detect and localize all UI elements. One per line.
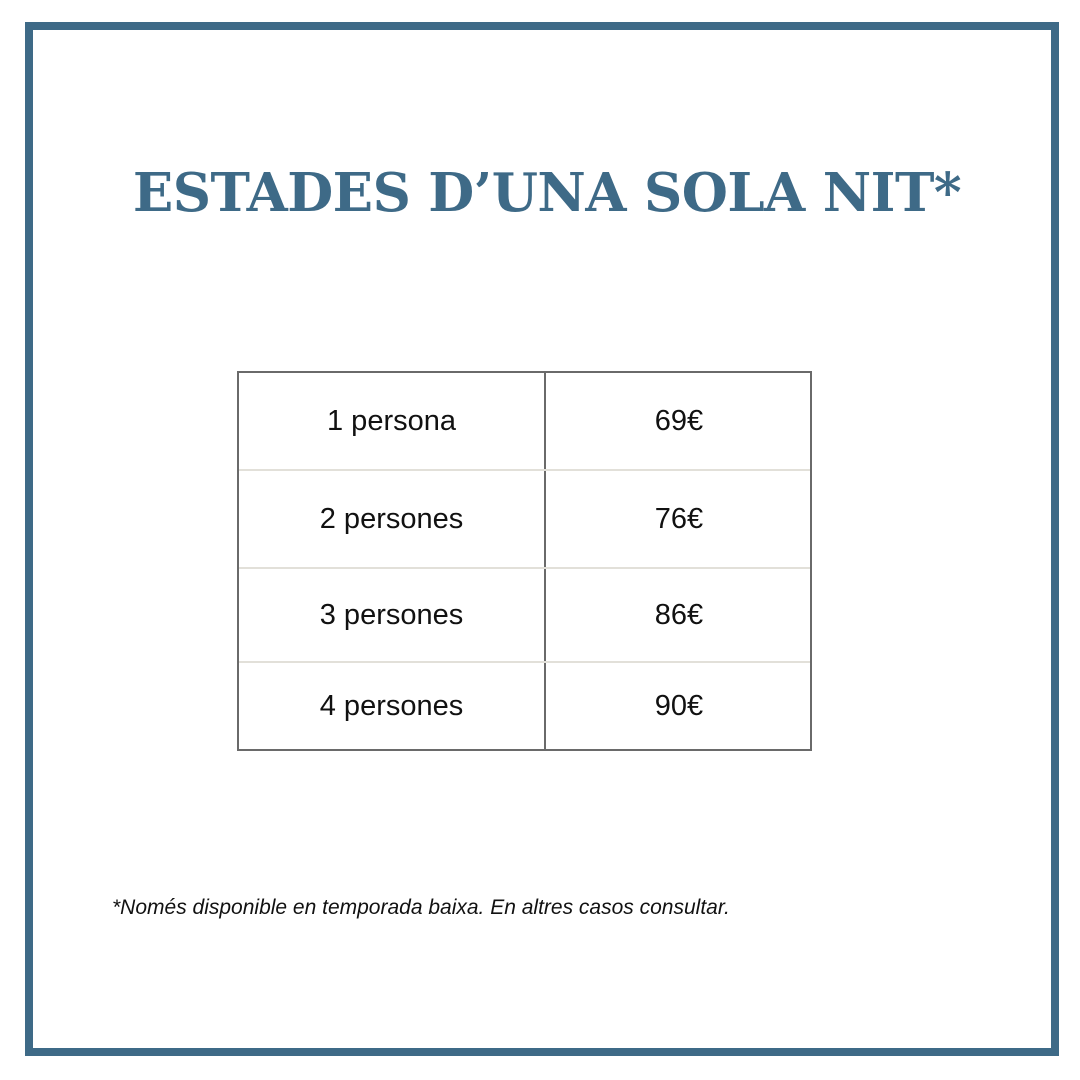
occupancy-label: 2 persones bbox=[319, 502, 464, 535]
price-value: 76€ bbox=[654, 502, 704, 535]
page-title: ESTADES D’UNA SOLA NIT* bbox=[132, 162, 962, 224]
occupancy-label: 1 persona bbox=[327, 404, 456, 437]
table-row bbox=[239, 661, 810, 749]
table-row bbox=[239, 567, 810, 661]
table-row bbox=[239, 373, 810, 469]
price-table bbox=[237, 371, 812, 751]
price-value: 86€ bbox=[654, 598, 704, 631]
availability-footnote: *Només disponible en temporada baixa. En altres casos consultar. bbox=[112, 896, 730, 919]
price-value: 90€ bbox=[654, 689, 704, 722]
occupancy-label: 4 persones bbox=[319, 689, 464, 722]
price-value: 69€ bbox=[654, 404, 704, 437]
occupancy-label: 3 persones bbox=[319, 598, 464, 631]
table-row bbox=[239, 469, 810, 567]
